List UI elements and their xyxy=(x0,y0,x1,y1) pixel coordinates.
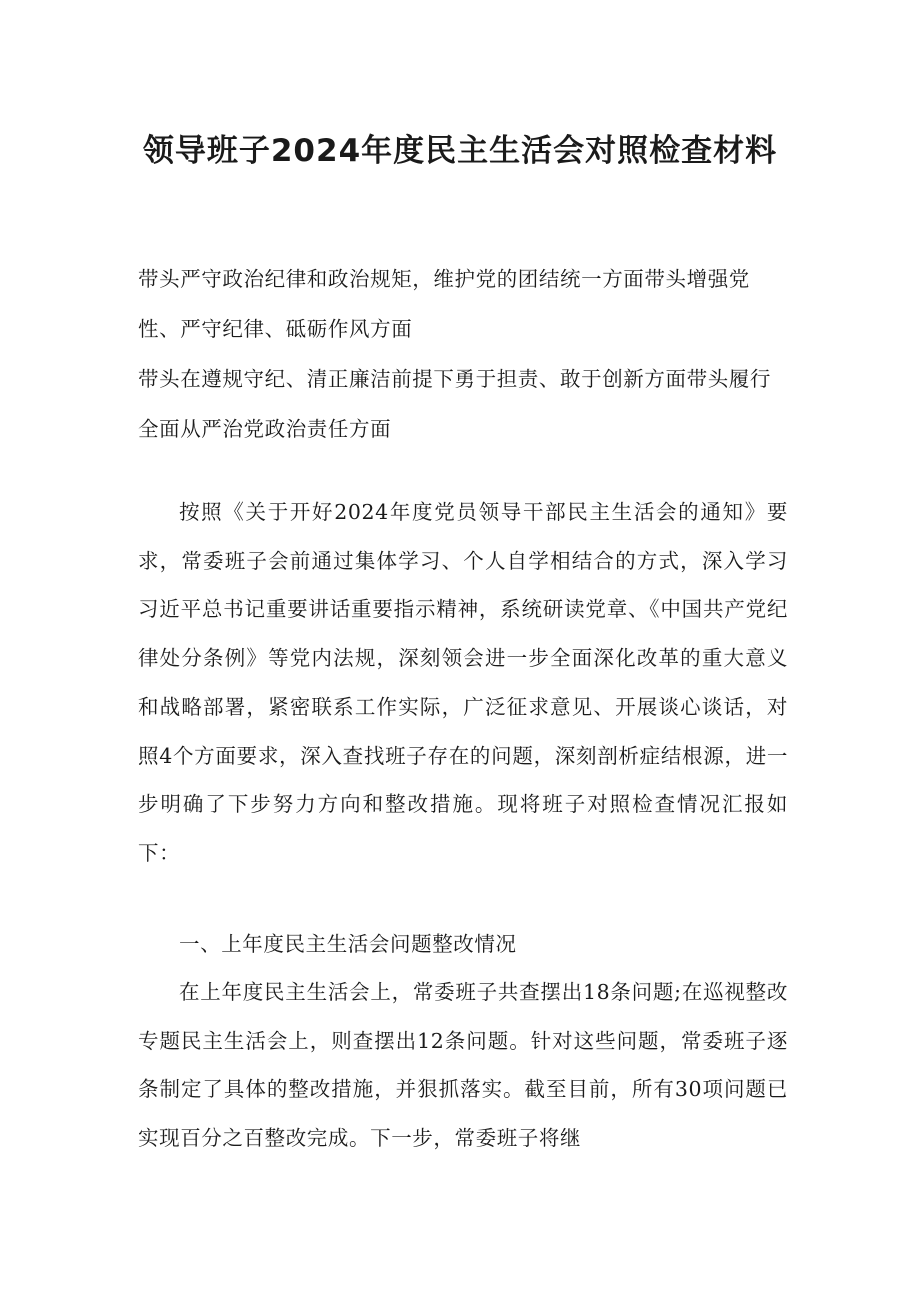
topic-list xyxy=(138,254,788,454)
document-title: 领导班子2024年度民主生活会对照检查材料 xyxy=(142,132,778,169)
section-paragraph: 在上年度民主生活会上，常委班子共查摆出18条问题;在巡视整改专题民主生活会上，则查摆出12条问题。针对这些问题，常委班子逐条制定了具体的整改措施，并狠抓落实。截至目前，所有30项问题已实现百分之百整改完成。下一步，常委班子将继 xyxy=(138,980,788,1151)
topic-line-2: 带头在遵规守纪、清正廉洁前提下勇于担责、敢于创新方面带头履行全面从严治党政治责任方面 xyxy=(138,367,771,441)
intro-paragraph: 按照《关于开好2024年度党员领导干部民主生活会的通知》要求，常委班子会前通过集体学习、个人自学相结合的方式，深入学习习近平总书记重要讲话重要指示精神，系统研读党章、《中国共产党纪律处分条例》等党内法规，深刻领会进一步全面深化改革的重大意义和战略部署，紧密联系工作实际，广泛征求意见、开展谈心谈话，对照4个方面要求，深入查找班子存在的问题，深刻剖析症结根源，进一步明确了下步努力方向和整改措施。现将班子对照检查情况汇报如下： xyxy=(138,500,788,865)
section-heading: 一、上年度民主生活会问题整改情况 xyxy=(179,932,517,956)
topic-line-1: 带头严守政治纪律和政治规矩，维护党的团结统一方面带头增强党性、严守纪律、砥砺作风方面 xyxy=(138,267,750,341)
